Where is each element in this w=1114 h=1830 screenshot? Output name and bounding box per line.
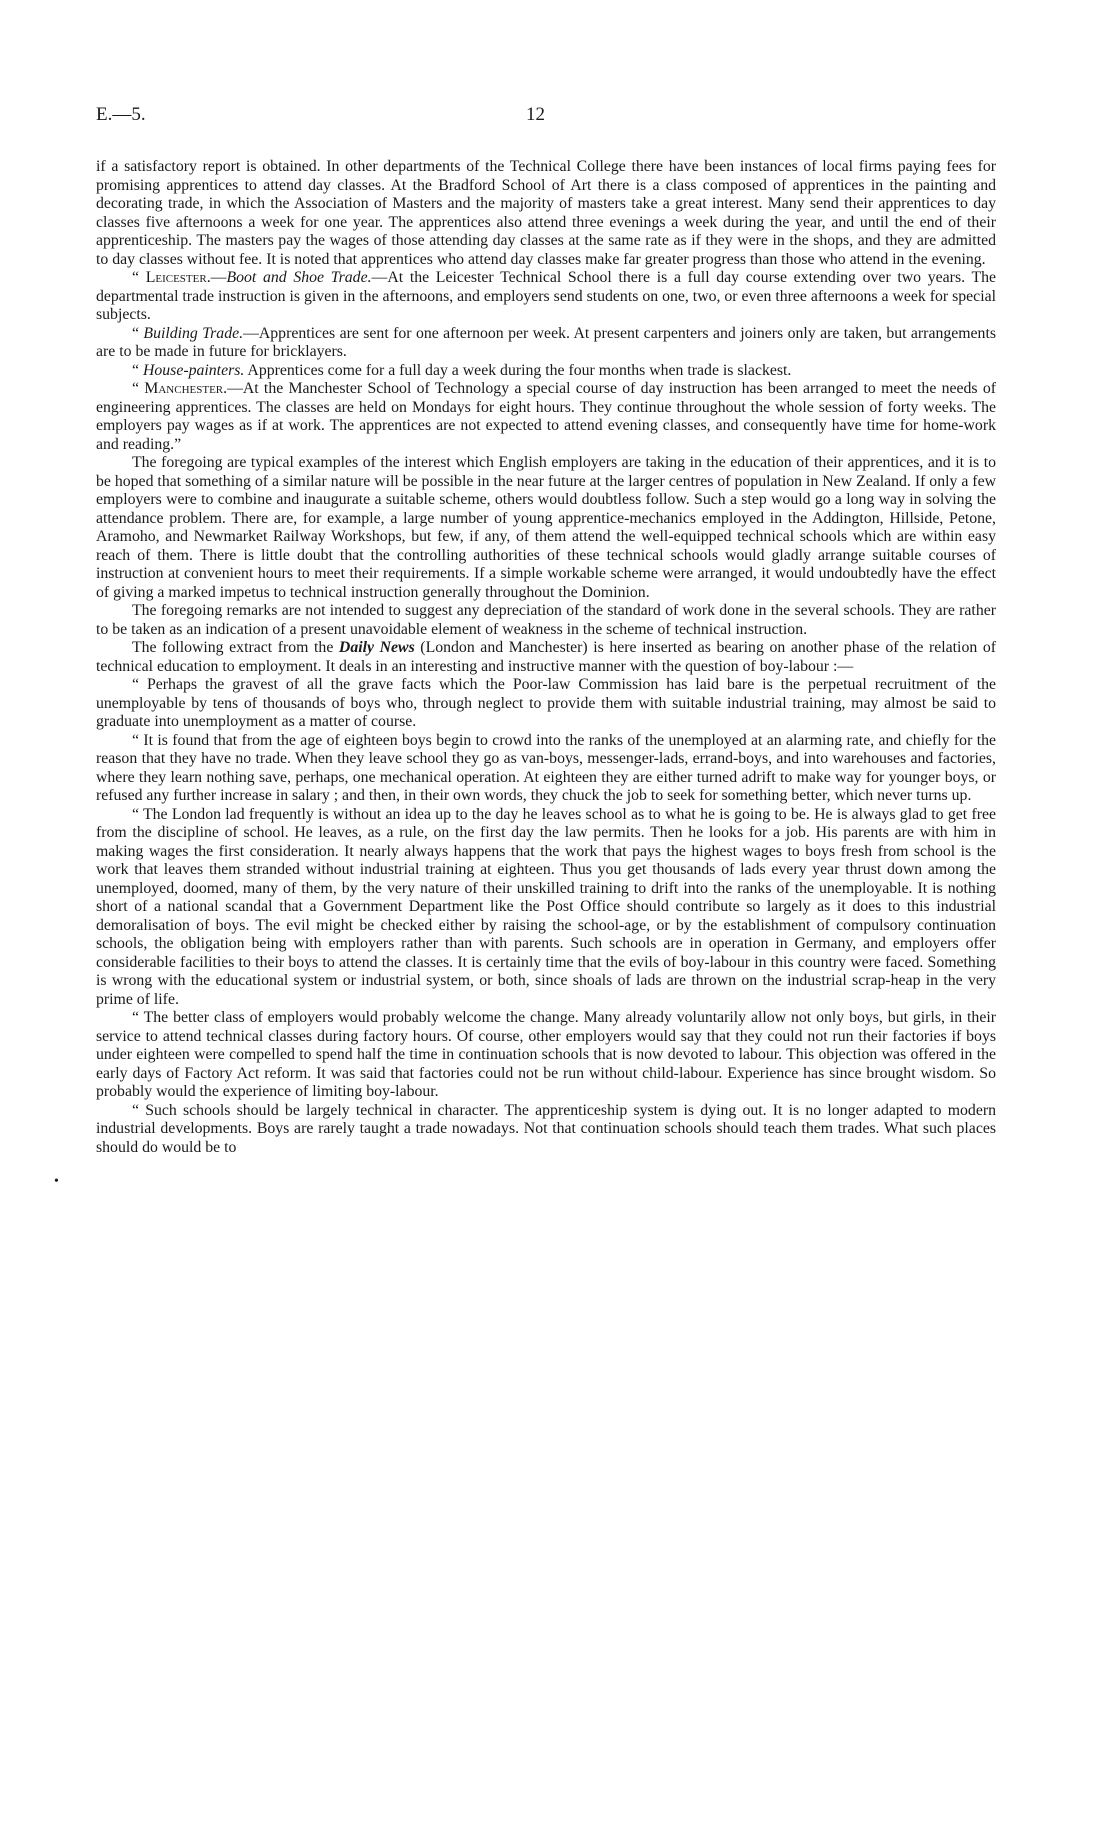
paragraph-body: .—At the Manchester School of Technology a special course of day instruction has been arranged to meet the needs of engineering apprentices. The classes are held on Mondays for eight hours. They continue throughout the whole session of forty weeks. The employers pay wages as if at work. The apprentices are not expected to attend evening classes, and consequently have time for home-work and reading.” <box>96 380 997 453</box>
margin-mark: • <box>54 1174 59 1189</box>
quoted-paragraph: “ Perhaps the gravest of all the grave facts which the Poor-law Commission has laid bare is the perpetual recruitment of the unemployable by tens of thousands of boys who, through neglect to provide them with suitable industrial training, may almost be said to graduate into unemployment as a matter of course. <box>96 676 996 730</box>
quote-mark: “ <box>132 269 140 286</box>
newspaper-title: Daily News <box>338 639 415 656</box>
quote-mark: “ <box>132 380 140 397</box>
paragraph <box>96 269 996 325</box>
page-header <box>96 104 1006 134</box>
paragraph-body: (London and Manchester) is here inserted as bearing on another phase of the relation of technical education to employment. It deals in an interesting and instructive manner with the question of boy-labour :— <box>96 639 996 675</box>
separator: .— <box>206 269 227 286</box>
quoted-paragraph: “ The better class of employers would probably welcome the change. Many already voluntarily allow not only boys, but girls, in their service to attend technical classes during factory hours. Of course, other employers would say that they could not run their factories if boys under eighteen were compelled to spend half the time in continuation schools that is now devoted to labour. This objection was offered in the early days of Factory Act reform. It was said that factories could not be run without child-labour. Experience has since brought wisdom. So probably would the experience of limiting boy-labour. <box>96 1009 996 1100</box>
paragraph-body: Apprentices come for a full day a week during the four months when trade is slackest. <box>244 361 792 379</box>
paragraph: if a satisfactory report is obtained. In other departments of the Technical College there have been instances of local firms paying fees for promising apprentices to attend day classes. At the Bradford School of Art there is a class composed of apprentices in the painting and decorating trade, in which the Association of Masters and the majority of masters take a great interest. Many send their apprentices to day classes five afternoons a week for one year. The apprentices also attend three evenings a week during the year, and until the end of their apprenticeship. The masters pay the wages of those attending day classes at the same rate as if they were in the shops, and they are admitted to day classes without fee. It is noted that apprentices who attend day classes make far greater progress than those who attend in the evening. <box>96 158 996 268</box>
paragraph-body: The following extract from the <box>132 639 339 656</box>
place-heading: Manchester <box>144 380 224 397</box>
paragraph <box>96 639 996 676</box>
paragraph-body: —At the Leicester Technical School there is a full day course extending over two years. The departmental trade instruction is given in the afternoons, and employers send students on one, two, or even three afternoons a week for special subjects. <box>96 269 996 323</box>
trade-heading: Building Trade. <box>143 324 244 342</box>
trade-heading: Boot and Shoe Trade. <box>226 269 372 286</box>
page-number: 12 <box>526 104 545 125</box>
trade-heading: House-painters. <box>142 361 245 379</box>
quote-mark: “ <box>132 361 140 379</box>
body-text <box>96 158 996 1157</box>
paragraph-body: —Apprentices are sent for one afternoon per week. At present carpenters and joiners only are taken, but arrangements are to be made in future for bricklayers. <box>96 324 996 360</box>
paragraph: The foregoing are typical examples of the interest which English employers are taking in the education of their apprentices, and it is to be hoped that something of a similar nature will be possible in the near future at the larger centres of population in New Zealand. If only a few employers were to combine and inaugurate a suitable scheme, others would doubtless follow. Such a step would go a long way in solving the attendance problem. There are, for example, a large number of young apprentice-mechanics employed in the Addington, Hillside, Petone, Aramoho, and Newmarket Railway Workshops, but few, if any, of them attend the well-equipped technical schools which are within easy reach of them. There is little doubt that the controlling authorities of these technical schools would gladly arrange suitable courses of instruction at convenient hours to meet their requirements. If a simple workable scheme were arranged, it would undoubtedly have the effect of giving a marked impetus to technical instruction generally throughout the Dominion. <box>96 454 996 601</box>
place-heading: Leicester <box>145 269 207 286</box>
paragraph <box>96 325 996 362</box>
paragraph: The foregoing remarks are not intended to suggest any depreciation of the standard of work done in the several schools. They are rather to be taken as an indication of a present unavoidable element of weakness in the scheme of technical instruction. <box>96 602 996 638</box>
quoted-paragraph: “ It is found that from the age of eighteen boys begin to crowd into the ranks of the unemployed at an alarming rate, and chiefly for the reason that they have no trade. When they leave school they go as van-boys, messenger-lads, errand-boys, and into warehouses and factories, where they learn nothing save, perhaps, one mechanical operation. At eighteen they are either turned adrift to make way for younger boys, or refused any further increase in salary ; and then, in their own words, they chuck the job to seek for something better, which never turns up. <box>96 731 996 804</box>
document-reference: E.—5. <box>96 104 146 125</box>
quoted-paragraph: “ The London lad frequently is without an idea up to the day he leaves school as to what he is going to be. He is always glad to get free from the discipline of school. He leaves, as a rule, on the first day the law permits. Then he looks for a job. His parents are with him in making wages the first consideration. It nearly always happens that the work that pays the highest wages to boys fresh from school is the work that leaves them stranded without industrial training at eighteen. Thus you get thousands of lads every year thrust down among the unemployed, doomed, many of them, by the very nature of their unskilled training to drift into the ranks of the unemployable. It is nothing short of a national scandal that a Government Department like the Post Office should contribute so largely as it does to this industrial demoralisation of boys. The evil might be checked either by raising the school-age, or by the establishment of compulsory continuation schools, the obligation being with employers rather than with parents. Such schools are in operation in Germany, and employers offer considerable facilities to their boys to attend the classes. It is certainly time that the evils of boy-labour in this country were faced. Something is wrong with the educational system or industrial system, or both, since shoals of lads are thrown on the industrial scrap-heap in the very prime of life. <box>96 805 996 1008</box>
quote-mark: “ <box>132 324 140 342</box>
paragraph <box>96 380 996 454</box>
paragraph <box>96 362 996 381</box>
quoted-paragraph: “ Such schools should be largely technical in character. The apprenticeship system is dying out. It is no longer adapted to modern industrial developments. Boys are rarely taught a trade nowadays. Not that continuation schools should teach them trades. What such places should do would be to <box>96 1101 996 1156</box>
